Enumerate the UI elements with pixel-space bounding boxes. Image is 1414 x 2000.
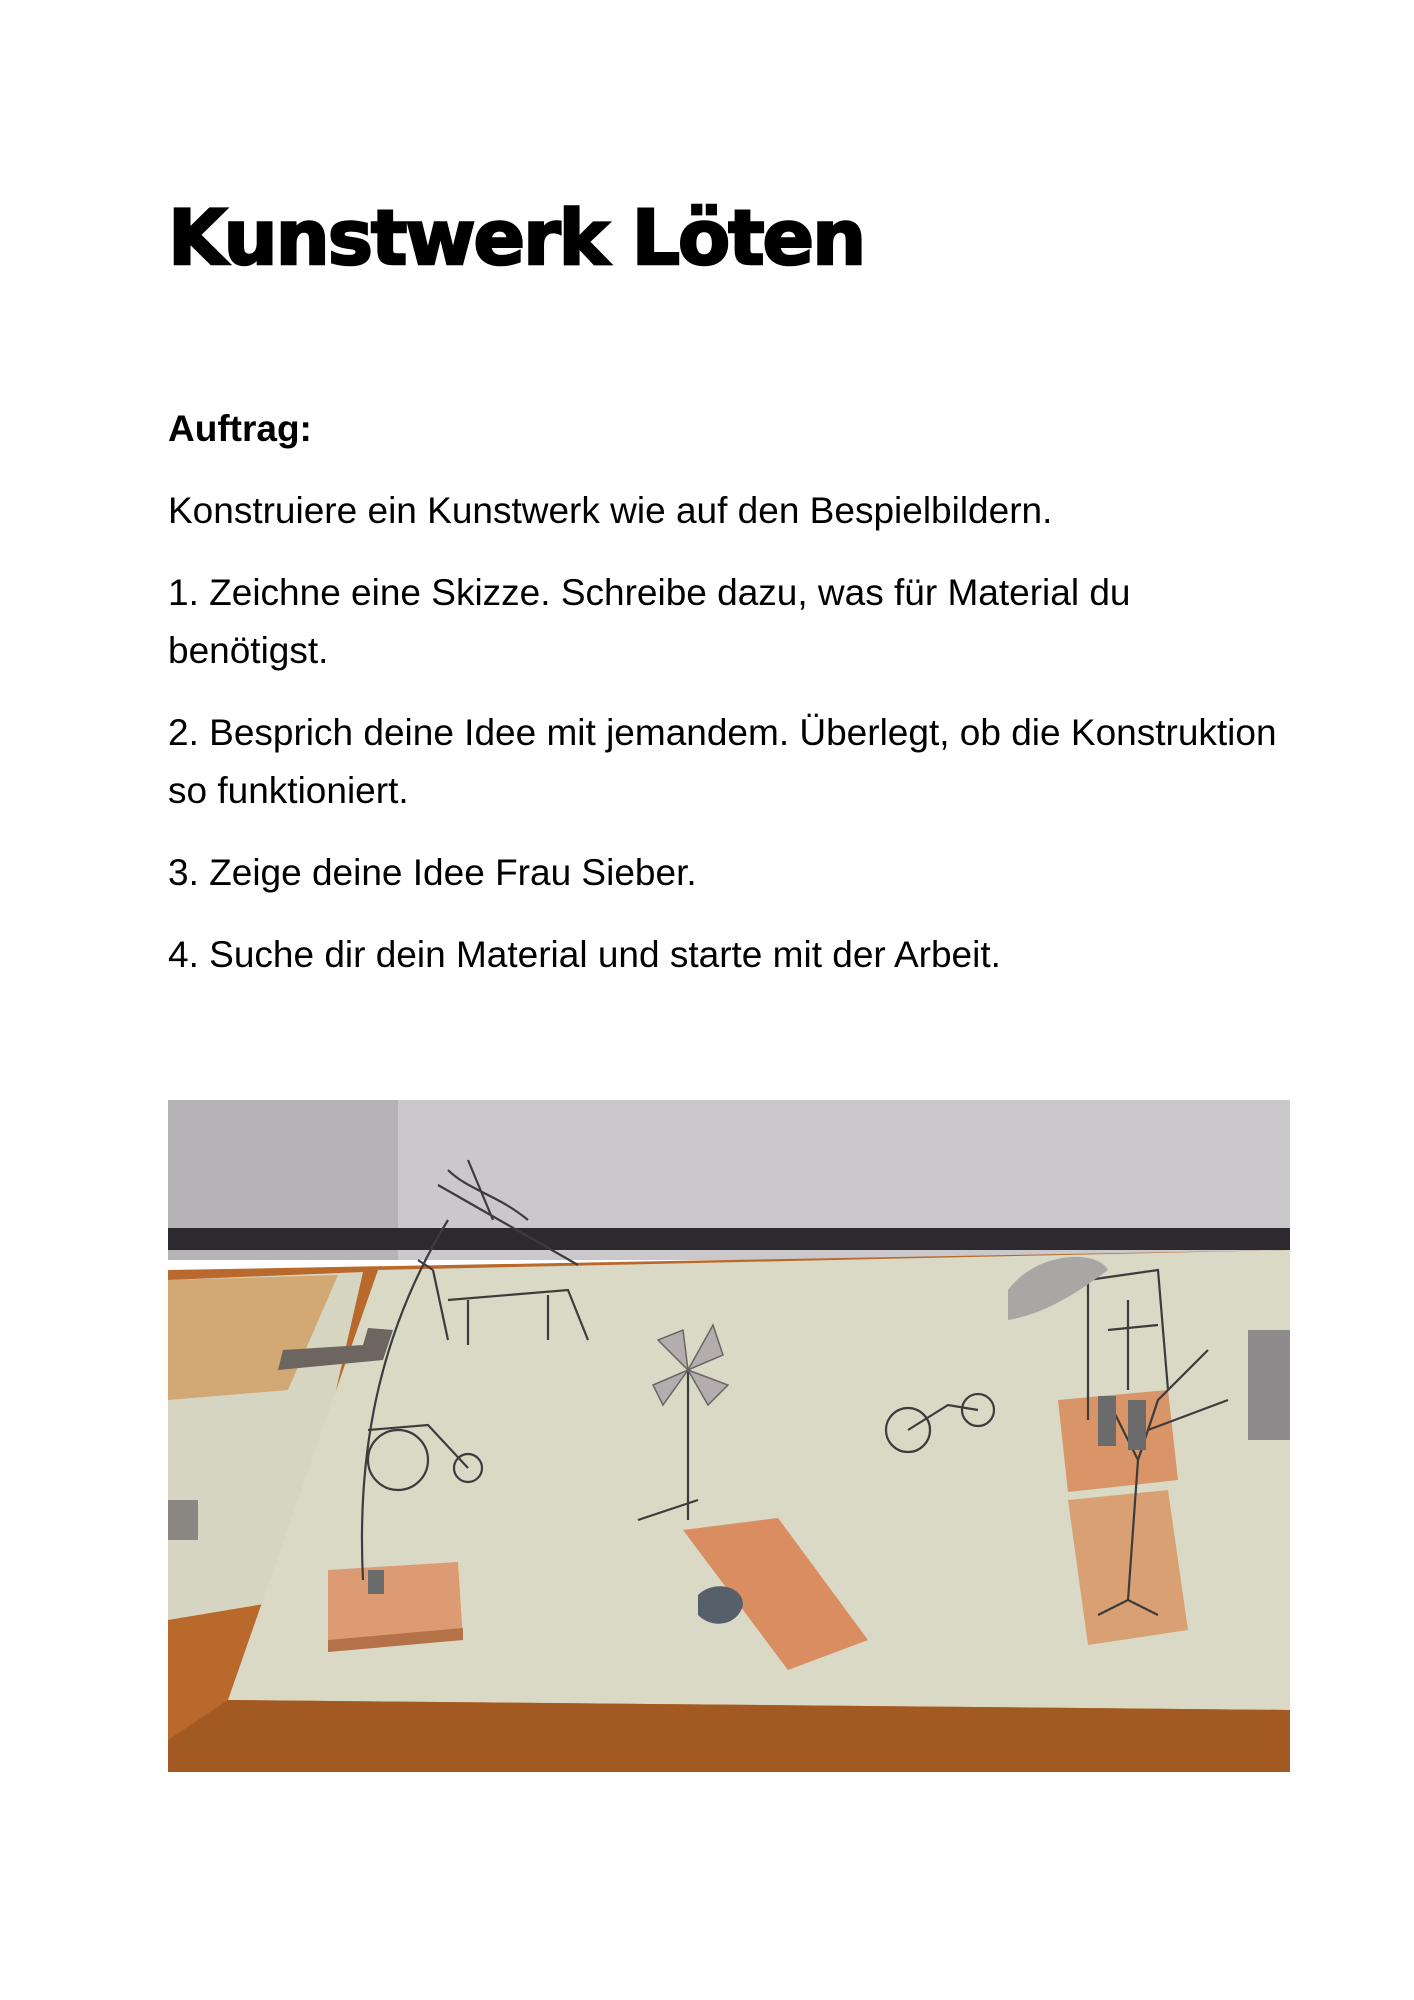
example-photo	[168, 1100, 1290, 1772]
photo-small-item	[168, 1500, 198, 1540]
photo-wood-block-4	[1068, 1490, 1188, 1645]
step-2: 2. Besprich deine Idee mit jemandem. Überlegt, ob die Konstruktion so funktioniert.	[168, 712, 1277, 811]
photo-wood-block-3	[1058, 1390, 1178, 1492]
step-3: 3. Zeige deine Idee Frau Sieber.	[168, 852, 697, 893]
page-title: Kunstwerk Löten	[168, 193, 865, 282]
photo-metal-box	[1248, 1330, 1290, 1440]
assignment-text	[168, 400, 1278, 1008]
photo-spring-1	[368, 1570, 384, 1594]
intro-paragraph: Konstruiere ein Kunstwerk wie auf den Bespielbildern.	[168, 490, 1053, 531]
photo-baseboard	[168, 1228, 1290, 1250]
section-label: Auftrag:	[168, 408, 312, 449]
photo-spring-2	[1098, 1396, 1116, 1446]
step-1: 1. Zeichne eine Skizze. Schreibe dazu, was für Material du benötigst.	[168, 572, 1131, 671]
step-4: 4. Suche dir dein Material und starte mit der Arbeit.	[168, 934, 1001, 975]
photo-spring-3	[1128, 1400, 1146, 1450]
photo-table-lower-rim	[168, 1700, 1290, 1772]
